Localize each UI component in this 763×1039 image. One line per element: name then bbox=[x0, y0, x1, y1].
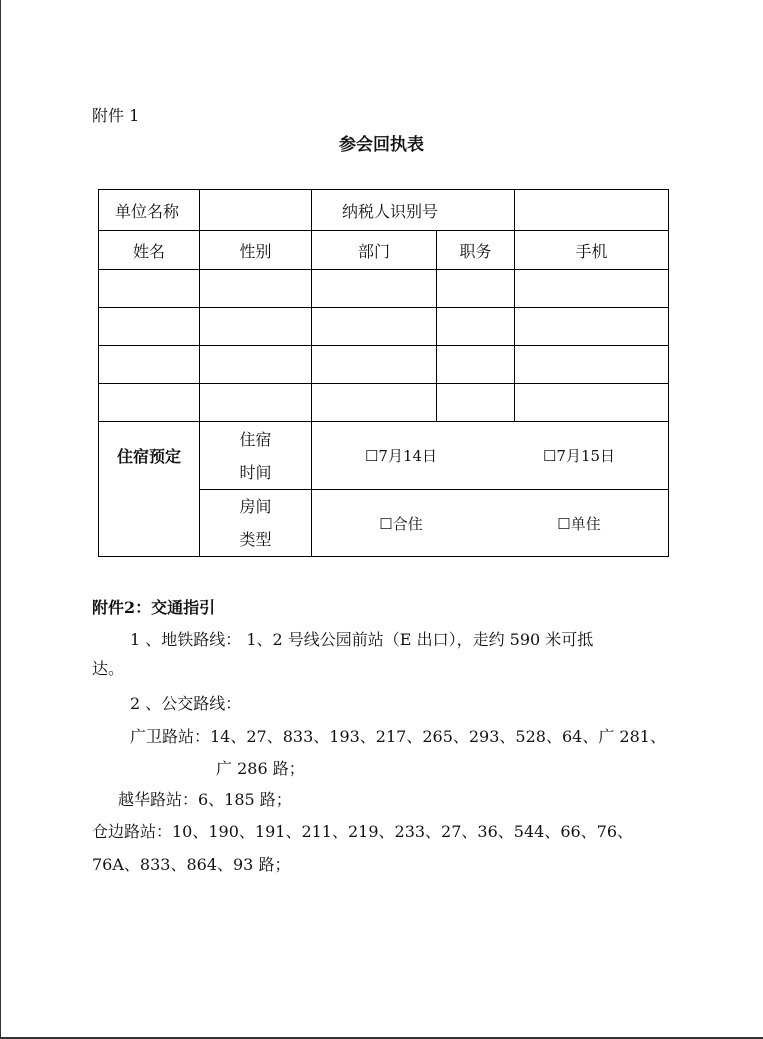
mobile-cell[interactable] bbox=[515, 270, 669, 308]
position-cell[interactable] bbox=[437, 384, 515, 422]
unit-name-field[interactable] bbox=[200, 190, 312, 231]
department-cell[interactable] bbox=[312, 384, 437, 422]
department-cell[interactable] bbox=[312, 270, 437, 308]
tax-id-field[interactable] bbox=[515, 190, 669, 231]
lodging-date-options bbox=[312, 422, 669, 490]
form-title: 参会回执表 bbox=[339, 135, 424, 155]
date-checkbox-jul15[interactable]: ☐7月15日 bbox=[542, 447, 616, 465]
header-gender: 性别 bbox=[200, 231, 312, 270]
attendee-row bbox=[99, 346, 669, 384]
attendee-row bbox=[99, 308, 669, 346]
lodging-time-label bbox=[200, 422, 312, 490]
header-name: 姓名 bbox=[99, 231, 200, 270]
gender-cell[interactable] bbox=[200, 308, 312, 346]
guangwei-stop-line1: 广卫路站：14、27、833、193、217、265、293、528、64、广 281、 bbox=[130, 727, 666, 746]
position-cell[interactable] bbox=[437, 346, 515, 384]
attachment-1-label: 附件 1 bbox=[92, 106, 140, 125]
tax-id-label: 纳税人识别号 bbox=[312, 190, 515, 231]
registration-table bbox=[98, 189, 669, 557]
unit-name-label: 单位名称 bbox=[99, 190, 200, 231]
department-cell[interactable] bbox=[312, 308, 437, 346]
name-cell[interactable] bbox=[99, 308, 200, 346]
mobile-cell[interactable] bbox=[515, 346, 669, 384]
cangbian-stop-line1: 仓边路站：10、190、191、211、219、233、27、36、544、66、76、 bbox=[92, 822, 634, 841]
name-cell[interactable] bbox=[99, 346, 200, 384]
metro-route-line1: 1 、地铁路线： 1、2 号线公园前站（E 出口），走约 590 米可抵 bbox=[130, 630, 594, 649]
mobile-cell[interactable] bbox=[515, 308, 669, 346]
room-type-label-line1: 房间 bbox=[239, 497, 272, 516]
attachment-2-heading: 附件2：交通指引 bbox=[92, 598, 216, 617]
room-type-options bbox=[312, 490, 669, 557]
room-type-label-line2: 类型 bbox=[239, 530, 272, 549]
lodging-label: 住宿预定 bbox=[99, 422, 200, 557]
attendee-row bbox=[99, 270, 669, 308]
header-mobile: 手机 bbox=[515, 231, 669, 270]
date-checkbox-jul14[interactable]: ☐7月14日 bbox=[364, 447, 438, 465]
position-cell[interactable] bbox=[437, 308, 515, 346]
page-left-border bbox=[0, 0, 1, 1039]
gender-cell[interactable] bbox=[200, 270, 312, 308]
attendee-row bbox=[99, 384, 669, 422]
header-position: 职务 bbox=[437, 231, 515, 270]
gender-cell[interactable] bbox=[200, 346, 312, 384]
position-cell[interactable] bbox=[437, 270, 515, 308]
room-checkbox-single[interactable]: ☐单住 bbox=[557, 514, 601, 533]
lodging-time-label-line2: 时间 bbox=[239, 462, 272, 482]
bus-route-heading: 2 、公交路线： bbox=[130, 694, 242, 713]
yuehua-stop-line: 越华路站：6、185 路； bbox=[118, 790, 292, 809]
department-cell[interactable] bbox=[312, 346, 437, 384]
mobile-cell[interactable] bbox=[515, 384, 669, 422]
lodging-time-label-line1: 住宿 bbox=[239, 429, 272, 449]
gender-cell[interactable] bbox=[200, 384, 312, 422]
name-cell[interactable] bbox=[99, 384, 200, 422]
name-cell[interactable] bbox=[99, 270, 200, 308]
metro-route-line2: 达。 bbox=[92, 659, 125, 678]
header-department: 部门 bbox=[312, 231, 437, 270]
room-checkbox-shared[interactable]: ☐合住 bbox=[379, 514, 423, 533]
cangbian-stop-line2: 76A、833、864、93 路； bbox=[92, 855, 291, 874]
room-type-label bbox=[200, 490, 312, 557]
guangwei-stop-line2: 广 286 路； bbox=[216, 759, 305, 778]
